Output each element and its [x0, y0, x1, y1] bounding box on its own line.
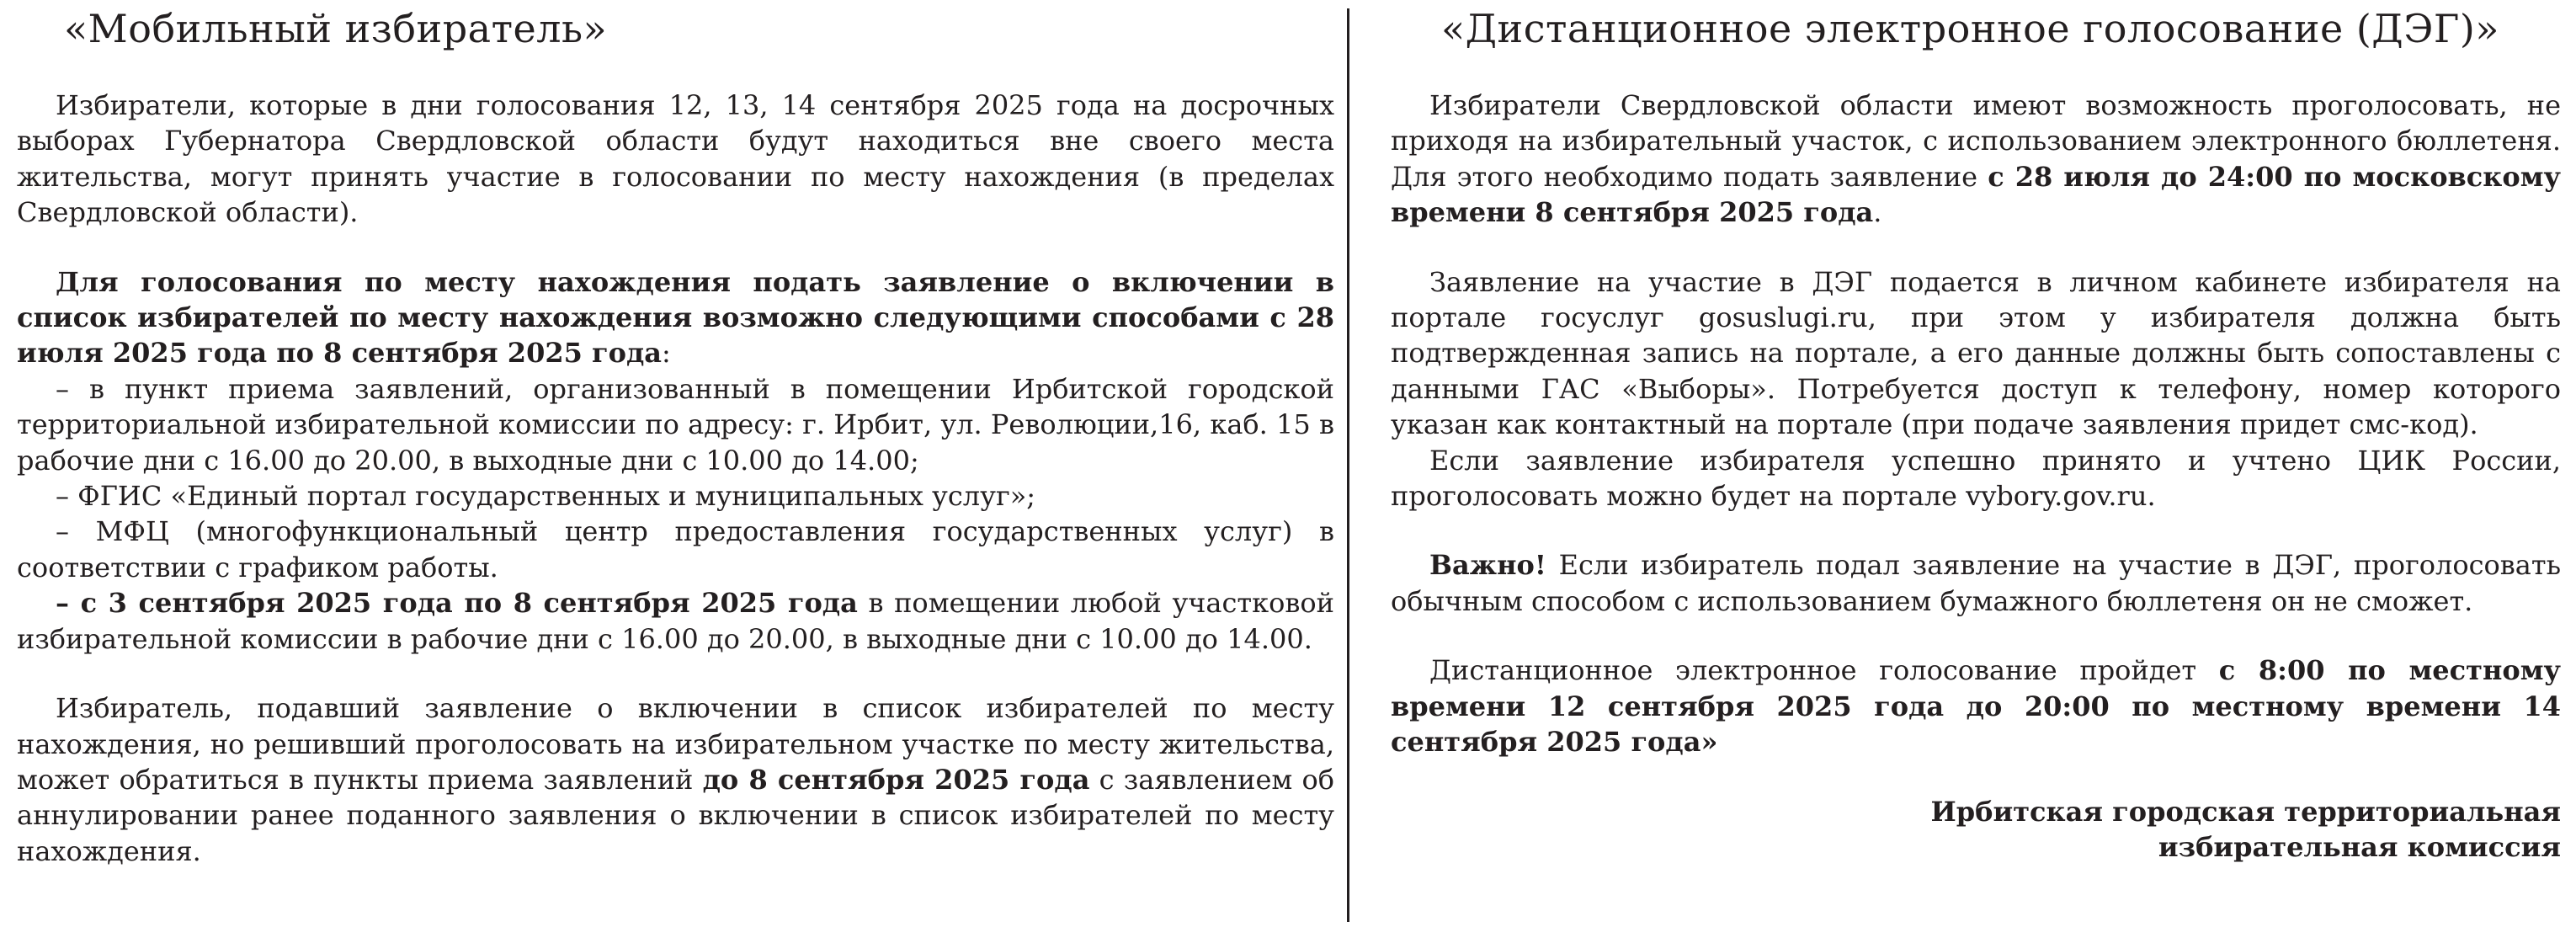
- left-paragraph-intro: Избиратели, которые в дни голосования 12, 13, 14 сентября 2025 года на досрочных выборах Губернатора Свердловской области будут находиться вне своего места жительства, могут принять участие в голосовании по месту нахождения (в пределах Свердловской области).: [17, 89, 1334, 229]
- right-important-label: Важно!: [1429, 549, 1546, 582]
- left-item-portal: – ФГИС «Единый портал государственных и муниципальных услуг»;: [56, 480, 1036, 513]
- left-methods-heading: Для голосования по месту нахождения подать заявление о включении в список избирателей по месту нахождения возможно следующими способами с 28 июля 2025 года по 8 сентября 2025 года: [17, 265, 1334, 370]
- left-item-mfc: – МФЦ (многофункциональный центр предоставления государственных услуг) в соответствии с графиком работы.: [17, 515, 1334, 583]
- signature: [1391, 794, 2561, 866]
- left-title: «Мобильный избиратель»: [64, 6, 608, 51]
- left-paragraph-annul: [17, 690, 1334, 869]
- right-paragraph-schedule: [1391, 653, 2561, 759]
- left-annul-text-b: с заявлением об аннулировании ранее поданного заявления о включении в список избирателей по месту нахождения.: [17, 763, 1335, 867]
- right-schedule-dates: с 8:00 по местному времени 12 сентября 2025 года до 20:00 по местному времени 14 сентября 2025 года»: [1391, 654, 2562, 759]
- right-title: «Дистанционное электронное голосование (ДЭГ)»: [1441, 6, 2499, 51]
- right-intro-deadline: с 28 июля до 24:00 по московскому времени 8 сентября 2025 года: [1391, 160, 2562, 229]
- left-methods-colon: :: [662, 337, 671, 370]
- left-annul-text-a: Избиратель, подавший заявление о включении в список избирателей по месту нахождения, но решивший проголосовать на избирательном участке по месту жительства, может обратиться в пункты приема заявлений: [17, 692, 1334, 796]
- left-column: [17, 0, 1334, 869]
- left-item-precinct-dates: – с 3 сентября 2025 года по 8 сентября 2025 года: [56, 587, 858, 620]
- left-item-commission: – в пункт приема заявлений, организованный в помещении Ирбитской городской территориальной избирательной комиссии по адресу: г. Ирбит, ул. Революции,16, каб. 15 в рабочие дни с 16.00 до 20.00, в выходные дни с 10.00 до 14.00;: [17, 372, 1334, 477]
- right-column: [1391, 0, 2561, 865]
- right-paragraph-intro: [1391, 88, 2561, 231]
- right-important-text: Если избиратель подал заявление на участие в ДЭГ, проголосовать обычным способом с использованием бумажного бюллетеня он не сможет.: [1391, 549, 2561, 617]
- left-annul-deadline: до 8 сентября 2025 года: [702, 763, 1090, 796]
- signature-line-1: Ирбитская городская территориальная: [1930, 795, 2561, 828]
- column-divider: [1347, 8, 1349, 922]
- right-intro-text-a: Избиратели Свердловской области имеют возможность проголосовать, не приходя на избирательный участок, с использованием электронного бюллетеня. Для этого необходимо подать заявление: [1391, 89, 2561, 193]
- right-paragraph-application: Заявление на участие в ДЭГ подается в личном кабинете избирателя на портале госуслуг gosuslugi.ru, при этом у избирателя должна быть подтвержденная запись на портале, а его данные должны быть сопоставлены с данными ГАС «Выборы». Потребуется доступ к телефону, номер которого указан как контактный на портале (при подаче заявления придет смс-код).: [1391, 265, 2561, 441]
- right-paragraph-important: [1391, 547, 2561, 619]
- left-item-precinct-text: в помещении любой участковой избирательной комиссии в рабочие дни с 16.00 до 20.00, в выходные дни с 10.00 до 14.00.: [17, 587, 1335, 655]
- right-schedule-text: Дистанционное электронное голосование пройдет: [1429, 654, 2219, 687]
- right-intro-text-b: .: [1873, 196, 1882, 229]
- left-item-precinct: [17, 585, 1334, 657]
- signature-line-2: избирательная комиссия: [2158, 830, 2561, 863]
- right-paragraph-accepted: Если заявление избирателя успешно принято и учтено ЦИК России, проголосовать можно будет на портале vybory.gov.ru.: [1391, 444, 2561, 513]
- left-paragraph-methods: [17, 264, 1334, 371]
